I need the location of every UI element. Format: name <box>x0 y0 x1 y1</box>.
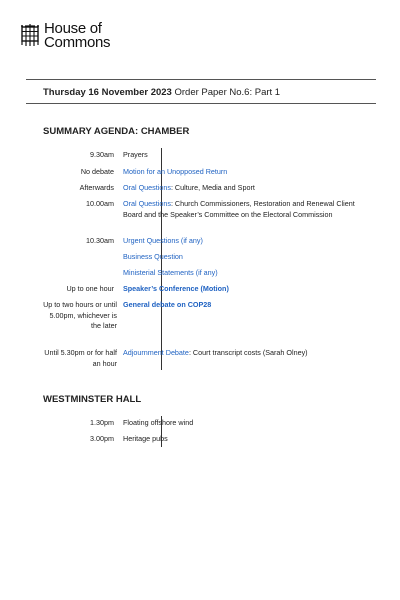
agenda-time: 9.30am <box>90 150 114 159</box>
agenda-item-rest: : Culture, Media and Sport <box>170 183 255 192</box>
adjournment-debate-link[interactable]: Adjournment Debate <box>123 348 189 357</box>
westminster-title: WESTMINSTER HALL <box>43 394 142 405</box>
agenda-time: 1.30pm <box>90 418 114 427</box>
ministerial-statements-link[interactable]: Ministerial Statements (if any) <box>123 268 218 277</box>
agenda-item-rest: : Church Commissioners, Restoration and Renewal Client Board and the Speaker’s Committee on the Electoral Commission <box>123 199 355 219</box>
business-question-link[interactable]: Business Question <box>123 252 183 261</box>
agenda-time: 3.00pm <box>90 434 114 443</box>
agenda-time: Until 5.30pm or for half an hour <box>44 348 117 368</box>
agenda-item: Prayers <box>123 150 148 159</box>
urgent-questions-link[interactable]: Urgent Questions (if any) <box>123 236 203 245</box>
agenda-item-rest: : Court transcript costs (Sarah Olney) <box>188 348 308 357</box>
logo-line-1: House of <box>44 20 102 37</box>
header-date: Thursday 16 November 2023 <box>43 87 172 98</box>
logo-line-2: Commons <box>44 34 111 51</box>
agenda-time: 10.00am <box>86 199 114 208</box>
agenda-time: No debate <box>80 167 114 176</box>
agenda-item <box>123 183 358 194</box>
oral-questions-link[interactable]: Oral Questions <box>123 199 171 208</box>
agenda-time: Up to two hours or until 5.00pm, whichever is the later <box>43 300 117 330</box>
unopposed-return-link[interactable]: Motion for an Unopposed Return <box>123 167 228 176</box>
agenda-item: Floating offshore wind <box>123 418 194 427</box>
agenda-item <box>123 348 358 359</box>
cop28-debate-link[interactable]: General debate on COP28 <box>123 300 212 309</box>
chamber-title: SUMMARY AGENDA: CHAMBER <box>43 126 190 137</box>
header-rule-top <box>26 79 376 80</box>
logo <box>20 22 110 50</box>
agenda-item <box>123 199 358 220</box>
header-paper: Order Paper No.6: Part 1 <box>174 87 281 98</box>
oral-questions-link[interactable]: Oral Questions <box>123 183 171 192</box>
order-paper-header <box>43 87 280 98</box>
agenda-time: Afterwards <box>79 183 114 192</box>
agenda-time: 10.30am <box>86 236 114 245</box>
header-rule-bottom <box>26 103 376 104</box>
agenda-time: Up to one hour <box>66 284 114 293</box>
portcullis-icon <box>20 23 40 47</box>
agenda-item: Heritage pubs <box>123 434 168 443</box>
speakers-conference-link[interactable]: Speaker’s Conference (Motion) <box>123 284 229 293</box>
